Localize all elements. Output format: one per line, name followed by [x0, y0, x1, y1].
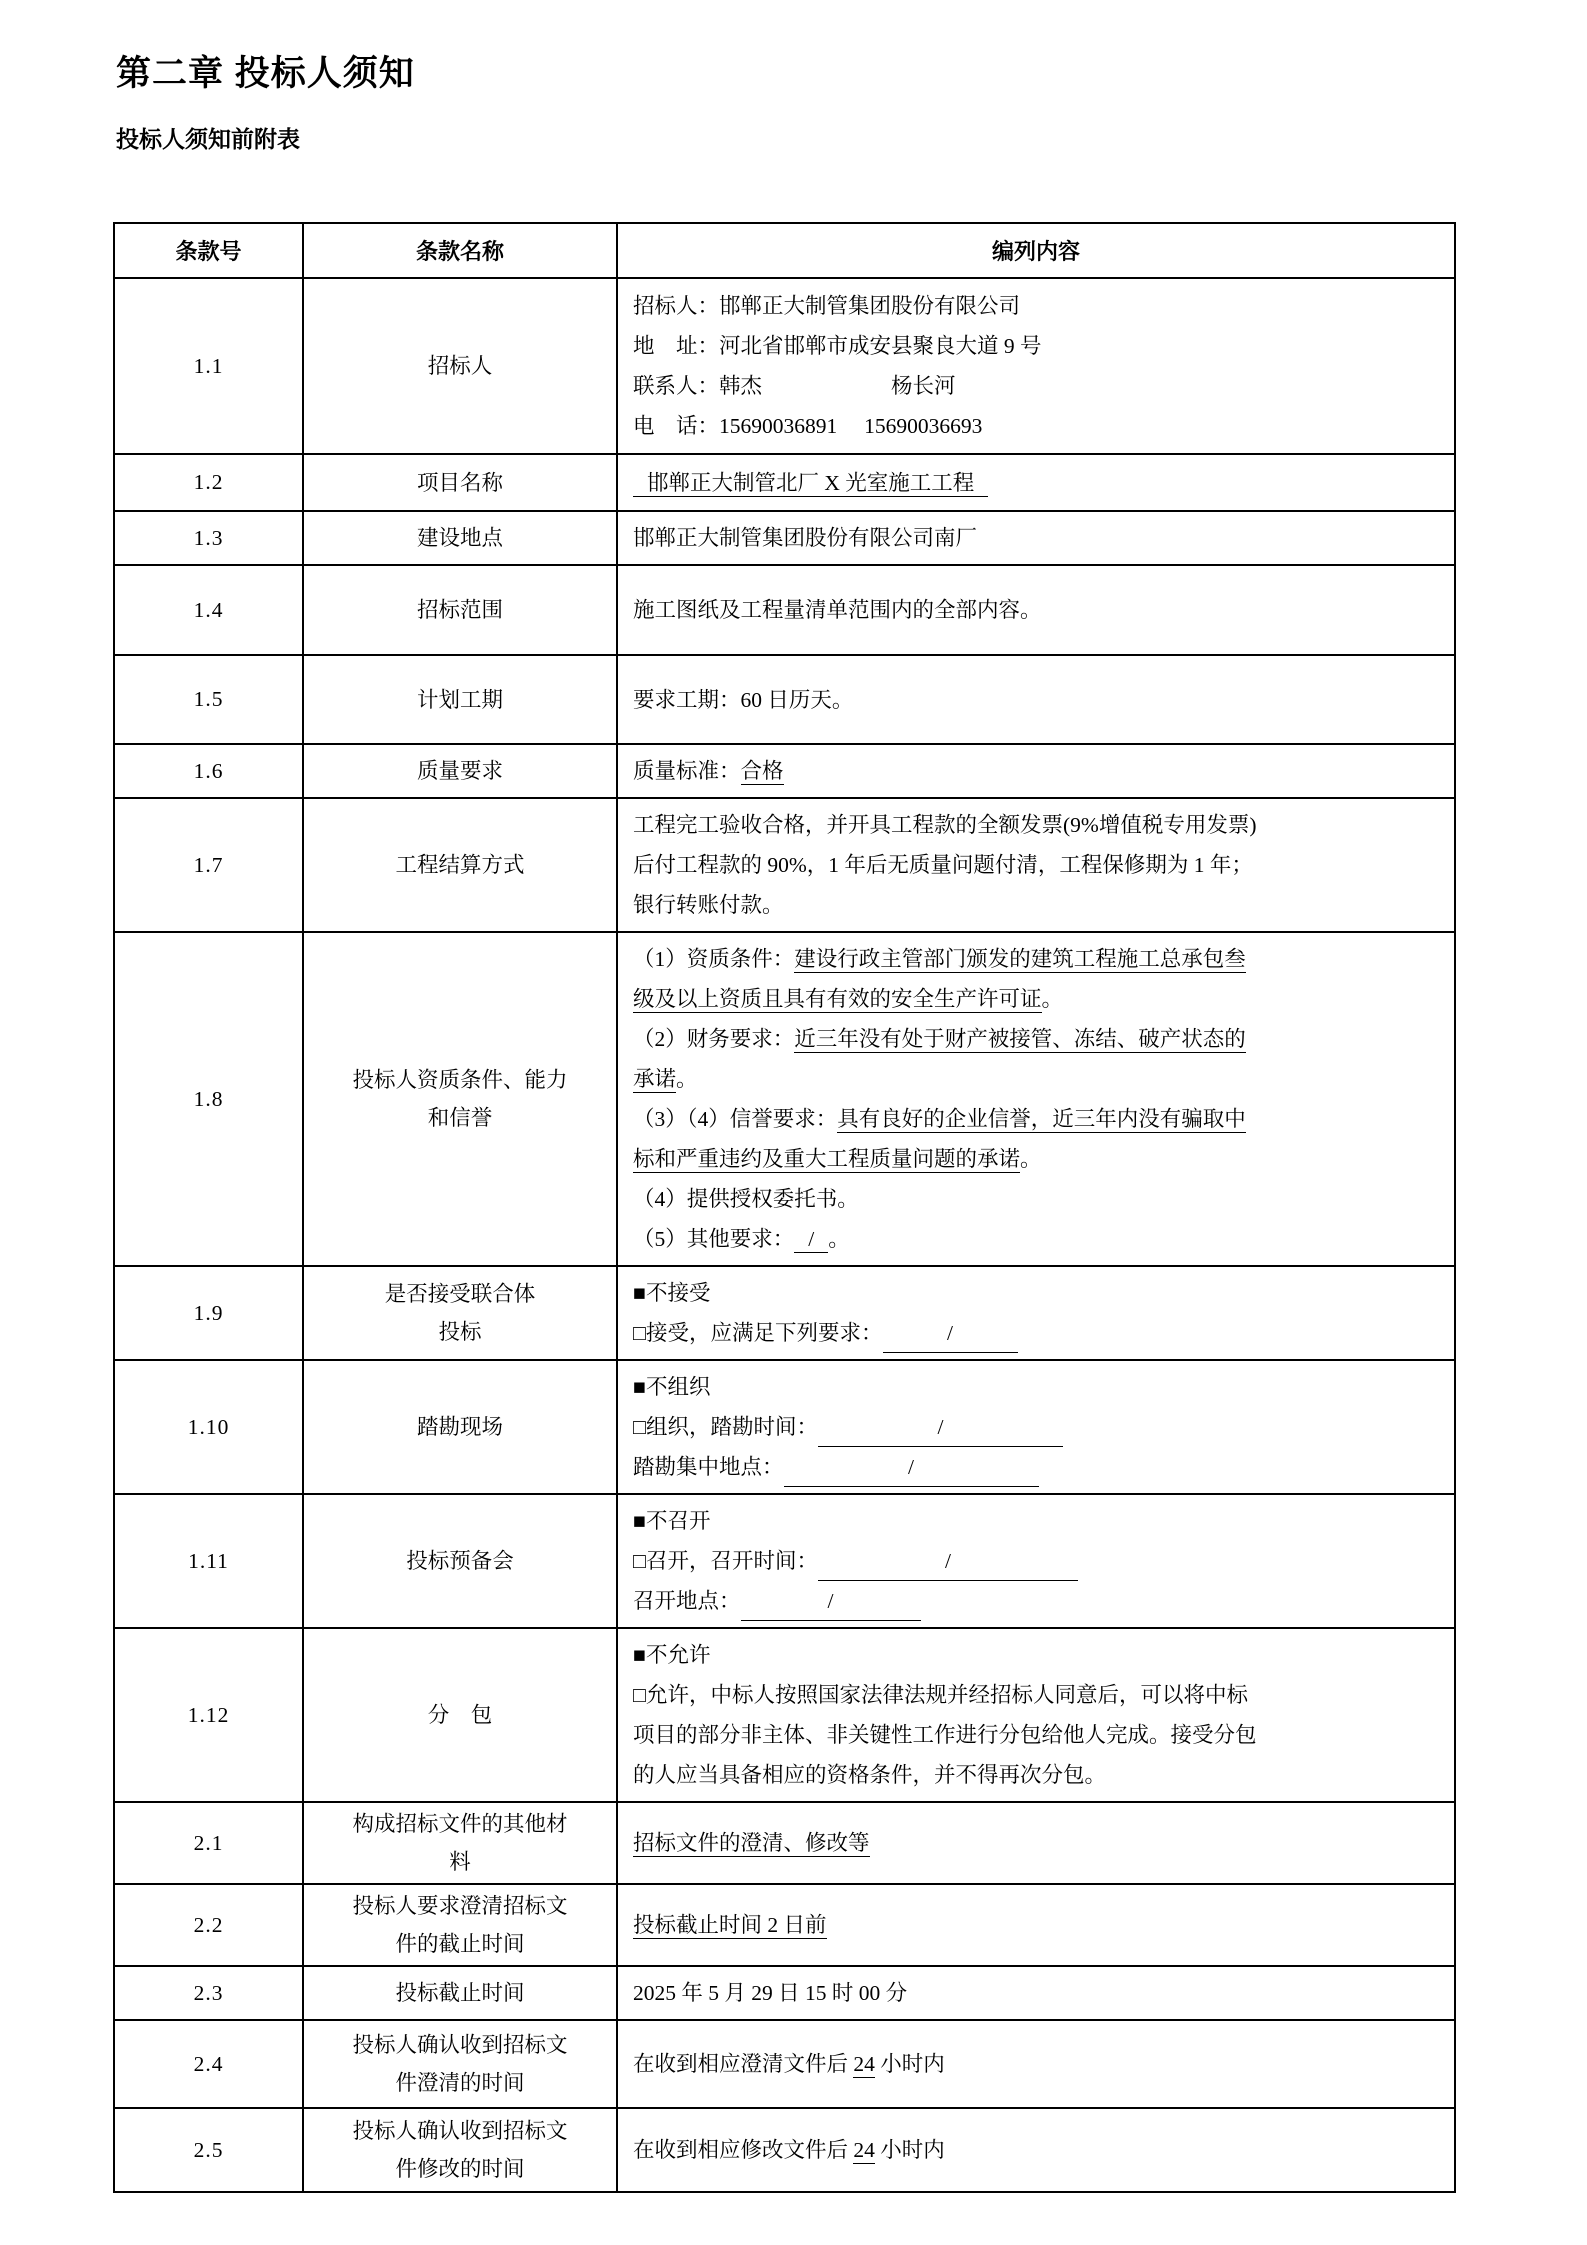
- clause-name-line: 建设地点: [416, 526, 503, 550]
- text-segment: 邯郸正大制管集团股份有限公司南厂: [633, 526, 978, 550]
- content-line: [633, 286, 1442, 326]
- text-segment: 合格: [740, 759, 784, 783]
- table-row: [114, 1360, 1455, 1494]
- text-segment: 邯郸正大制管北厂 X 光室施工工程: [633, 471, 988, 497]
- clause-name-cell: [303, 454, 617, 511]
- clause-content-cell: [617, 1628, 1455, 1802]
- table-row: [114, 1802, 1455, 1884]
- clause-name-line: 计划工期: [416, 687, 503, 712]
- text-segment: 的人应当具备相应的资格条件，并不得再次分包。: [633, 1763, 1107, 1787]
- fill-in-blank: /: [818, 1410, 1063, 1447]
- clause-name-line: 踏勘现场: [416, 1415, 503, 1439]
- clause-name-line: 和信誉: [427, 1106, 493, 1130]
- clause-content-cell: [617, 565, 1455, 655]
- clause-no-cell: 1.10: [114, 1360, 303, 1494]
- page-title: 第二章 投标人须知: [116, 54, 415, 93]
- text-segment: 银行转账付款。: [633, 893, 784, 917]
- clause-name-line: 投标截止时间: [395, 1981, 525, 2005]
- checkbox-filled-icon: ■: [633, 1509, 646, 1533]
- table-caption: 投标人须知前附表: [116, 126, 300, 152]
- text-segment: 建设行政主管部门颁发的建筑工程施工总承包叁: [794, 947, 1246, 971]
- clause-name-line: 投标人资质条件、能力: [352, 1068, 568, 1092]
- content-line: [633, 1273, 1442, 1313]
- clause-content-cell: [617, 1266, 1455, 1360]
- clause-name-cell: [303, 1966, 617, 2020]
- clause-name-cell: [303, 565, 617, 655]
- clause-name-cell: [303, 1802, 617, 1884]
- clause-no-cell: 1.11: [114, 1494, 303, 1628]
- clause-no-cell: 1.12: [114, 1628, 303, 1802]
- content-line: [633, 2044, 1442, 2084]
- content-line: [633, 939, 1442, 979]
- text-segment: 在收到相应澄清文件后: [633, 2052, 854, 2076]
- content-line: [633, 326, 1442, 366]
- table-row: [114, 798, 1455, 932]
- checkbox-empty-icon: □: [633, 1683, 646, 1707]
- clause-name-cell: [303, 2020, 617, 2108]
- content-line: [633, 518, 1442, 558]
- text-segment: 后付工程款的 90%，1 年后无质量问题付清，工程保修期为 1 年；: [633, 853, 1253, 877]
- clause-content-cell: [617, 1966, 1455, 2020]
- clause-content-cell: [617, 1360, 1455, 1494]
- clause-name-cell: [303, 278, 617, 454]
- content-line: [633, 1823, 1442, 1863]
- content-line: [633, 1581, 1442, 1621]
- text-segment: （4）提供授权委托书。: [633, 1187, 859, 1211]
- table-row: [114, 278, 1455, 454]
- clause-content-cell: [617, 511, 1455, 565]
- bidder-notice-table: [113, 222, 1456, 2193]
- table-row: [114, 2020, 1455, 2108]
- table-row: [114, 511, 1455, 565]
- checkbox-filled-icon: ■: [633, 1643, 646, 1667]
- clause-no-cell: 1.3: [114, 511, 303, 565]
- text-segment: （1）资质条件：: [633, 947, 795, 971]
- table-row: [114, 744, 1455, 798]
- clause-no-cell: 2.2: [114, 1884, 303, 1966]
- text-segment: 。: [1020, 1147, 1042, 1171]
- text-segment: 标和严重违约及重大工程质量问题的承诺: [633, 1147, 1021, 1171]
- text-segment: 招标文件的澄清、修改等: [633, 1831, 870, 1855]
- clause-name-line: 招标范围: [416, 598, 503, 622]
- text-segment: 级及以上资质且具有有效的安全生产许可证: [633, 987, 1042, 1011]
- text-segment: 招标人：邯郸正大制管集团股份有限公司: [633, 294, 1021, 318]
- clause-name-cell: [303, 511, 617, 565]
- text-segment: （2）财务要求：: [633, 1027, 795, 1051]
- text-segment: 承诺: [633, 1067, 677, 1091]
- content-line: [633, 1541, 1442, 1581]
- table-row: [114, 2108, 1455, 2192]
- clause-content-cell: [617, 1884, 1455, 1966]
- clause-content-cell: [617, 655, 1455, 744]
- text-segment: 联系人：韩杰 杨长河: [633, 374, 956, 398]
- clause-name-cell: [303, 744, 617, 798]
- header-clause-no: 条款号: [114, 223, 303, 278]
- content-line: [633, 406, 1442, 446]
- clause-name-cell: [303, 1628, 617, 1802]
- clause-name-line: 料: [449, 1850, 471, 1874]
- table-row: [114, 454, 1455, 511]
- clause-no-cell: 1.4: [114, 565, 303, 655]
- content-line: [633, 1501, 1442, 1541]
- clause-name-line: 投标: [438, 1320, 482, 1344]
- clause-no-cell: 2.1: [114, 1802, 303, 1884]
- clause-name-line: 项目名称: [416, 470, 503, 495]
- content-line: [633, 845, 1442, 885]
- clause-no-cell: 1.1: [114, 278, 303, 454]
- text-segment: 24: [853, 2138, 875, 2162]
- table-row: [114, 932, 1455, 1266]
- content-line: [633, 1675, 1442, 1715]
- text-segment: 24: [853, 2052, 875, 2076]
- content-line: [633, 1635, 1442, 1675]
- text-segment: 项目的部分非主体、非关键性工作进行分包给他人完成。接受分包: [633, 1723, 1257, 1747]
- clause-name-cell: [303, 1266, 617, 1360]
- checkbox-filled-icon: ■: [633, 1281, 646, 1305]
- content-line: [633, 1905, 1442, 1945]
- text-segment: 。: [1041, 987, 1064, 1011]
- content-line: [633, 1973, 1442, 2013]
- text-segment: 。: [828, 1227, 850, 1251]
- text-segment: 不组织: [646, 1375, 711, 1399]
- text-segment: 小时内: [874, 2138, 945, 2162]
- content-line: [633, 1099, 1442, 1139]
- content-line: [633, 463, 1442, 503]
- content-line: [633, 979, 1442, 1019]
- clause-content-cell: [617, 454, 1455, 511]
- clause-name-line: 分 包: [427, 1703, 493, 1727]
- text-segment: 要求工期：60 日历天。: [633, 687, 854, 712]
- clause-name-line: 投标人确认收到招标文: [352, 2119, 568, 2143]
- content-line: [633, 366, 1442, 406]
- text-segment: 小时内: [874, 2052, 945, 2076]
- table-row: [114, 1494, 1455, 1628]
- checkbox-filled-icon: ■: [633, 1375, 646, 1399]
- content-line: [633, 1219, 1442, 1259]
- text-segment: 质量标准：: [633, 759, 741, 783]
- text-segment: 。: [676, 1067, 698, 1091]
- clause-name-line: 工程结算方式: [395, 853, 525, 877]
- clause-no-cell: 2.5: [114, 2108, 303, 2192]
- content-line: [633, 1755, 1442, 1795]
- clause-no-cell: 1.9: [114, 1266, 303, 1360]
- clause-name-line: 件澄清的时间: [395, 2071, 525, 2095]
- text-segment: （5）其他要求：: [633, 1227, 795, 1251]
- content-line: [633, 751, 1442, 791]
- fill-in-blank: /: [784, 1450, 1039, 1487]
- clause-no-cell: 1.2: [114, 454, 303, 511]
- clause-name-cell: [303, 932, 617, 1266]
- text-segment: 工程完工验收合格，并开具工程款的全额发票(9%增值税专用发票): [633, 813, 1257, 837]
- checkbox-empty-icon: □: [633, 1321, 646, 1345]
- text-segment: 近三年没有处于财产被接管、冻结、破产状态的: [794, 1027, 1246, 1051]
- table-row: [114, 1266, 1455, 1360]
- text-segment: 地 址：河北省邯郸市成安县聚良大道 9 号: [633, 334, 1042, 358]
- checkbox-empty-icon: □: [633, 1549, 646, 1573]
- content-line: [633, 805, 1442, 845]
- text-segment: （3）（4）信誉要求：: [633, 1107, 838, 1131]
- clause-name-line: 质量要求: [416, 759, 503, 783]
- clause-name-line: 件的截止时间: [395, 1932, 525, 1956]
- text-segment: 不接受: [646, 1281, 711, 1305]
- content-line: [633, 1367, 1442, 1407]
- clause-name-line: 投标人要求澄清招标文: [352, 1894, 568, 1918]
- table-row: [114, 655, 1455, 744]
- text-segment: 召开，召开时间：: [646, 1549, 819, 1573]
- content-line: [633, 1019, 1442, 1059]
- table-header-row: [114, 223, 1455, 278]
- clause-name-line: 是否接受联合体: [384, 1282, 536, 1306]
- clause-no-cell: 2.3: [114, 1966, 303, 2020]
- content-line: [633, 1313, 1442, 1353]
- text-segment: 施工图纸及工程量清单范围内的全部内容。: [633, 598, 1042, 622]
- content-line: [633, 1139, 1442, 1179]
- text-segment: 召开地点：: [633, 1589, 741, 1613]
- clause-name-line: 投标人确认收到招标文: [352, 2033, 568, 2057]
- clause-name-line: 投标预备会: [406, 1549, 514, 1573]
- header-content: 编列内容: [617, 223, 1455, 278]
- clause-content-cell: [617, 1802, 1455, 1884]
- content-line: [633, 1059, 1442, 1099]
- clause-no-cell: 1.5: [114, 655, 303, 744]
- text-segment: 2025 年 5 月 29 日 15 时 00 分: [633, 1981, 908, 2005]
- table-row: [114, 1966, 1455, 2020]
- clause-name-cell: [303, 2108, 617, 2192]
- clause-name-line: 件修改的时间: [395, 2157, 525, 2181]
- clause-name-cell: [303, 798, 617, 932]
- clause-no-cell: 1.8: [114, 932, 303, 1266]
- content-line: [633, 885, 1442, 925]
- text-segment: 接受，应满足下列要求：: [646, 1321, 883, 1345]
- clause-content-cell: [617, 2020, 1455, 2108]
- checkbox-empty-icon: □: [633, 1415, 646, 1439]
- clause-no-cell: 1.7: [114, 798, 303, 932]
- text-segment: 不召开: [646, 1509, 711, 1533]
- clause-content-cell: [617, 932, 1455, 1266]
- content-line: [633, 2130, 1442, 2170]
- text-segment: 不允许: [646, 1643, 711, 1667]
- table-row: [114, 1884, 1455, 1966]
- text-segment: 组织，踏勘时间：: [646, 1415, 819, 1439]
- header-clause-name: 条款名称: [303, 223, 617, 278]
- table-row: [114, 1628, 1455, 1802]
- clause-name-line: 招标人: [427, 354, 493, 378]
- text-segment: 踏勘集中地点：: [633, 1455, 784, 1479]
- table-row: [114, 565, 1455, 655]
- clause-no-cell: 1.6: [114, 744, 303, 798]
- text-segment: 允许，中标人按照国家法律法规并经招标人同意后，可以将中标: [646, 1683, 1249, 1707]
- clause-name-line: 构成招标文件的其他材: [352, 1812, 568, 1836]
- content-line: [633, 680, 1442, 720]
- content-line: [633, 590, 1442, 630]
- text-segment: 在收到相应修改文件后: [633, 2138, 854, 2162]
- text-segment: 投标截止时间 2 日前: [633, 1913, 827, 1937]
- text-segment: /: [794, 1227, 828, 1253]
- content-line: [633, 1715, 1442, 1755]
- clause-content-cell: [617, 1494, 1455, 1628]
- text-segment: 电 话：15690036891 15690036693: [633, 414, 983, 438]
- text-segment: 具有良好的企业信誉，近三年内没有骗取中: [837, 1107, 1246, 1131]
- clause-no-cell: 2.4: [114, 2020, 303, 2108]
- clause-content-cell: [617, 278, 1455, 454]
- clause-content-cell: [617, 2108, 1455, 2192]
- content-line: [633, 1407, 1442, 1447]
- clause-name-cell: [303, 1360, 617, 1494]
- clause-content-cell: [617, 744, 1455, 798]
- clause-content-cell: [617, 798, 1455, 932]
- clause-name-cell: [303, 1494, 617, 1628]
- content-line: [633, 1179, 1442, 1219]
- clause-name-cell: [303, 655, 617, 744]
- content-line: [633, 1447, 1442, 1487]
- fill-in-blank: /: [741, 1584, 921, 1621]
- fill-in-blank: /: [818, 1544, 1078, 1581]
- clause-name-cell: [303, 1884, 617, 1966]
- fill-in-blank: /: [883, 1316, 1018, 1353]
